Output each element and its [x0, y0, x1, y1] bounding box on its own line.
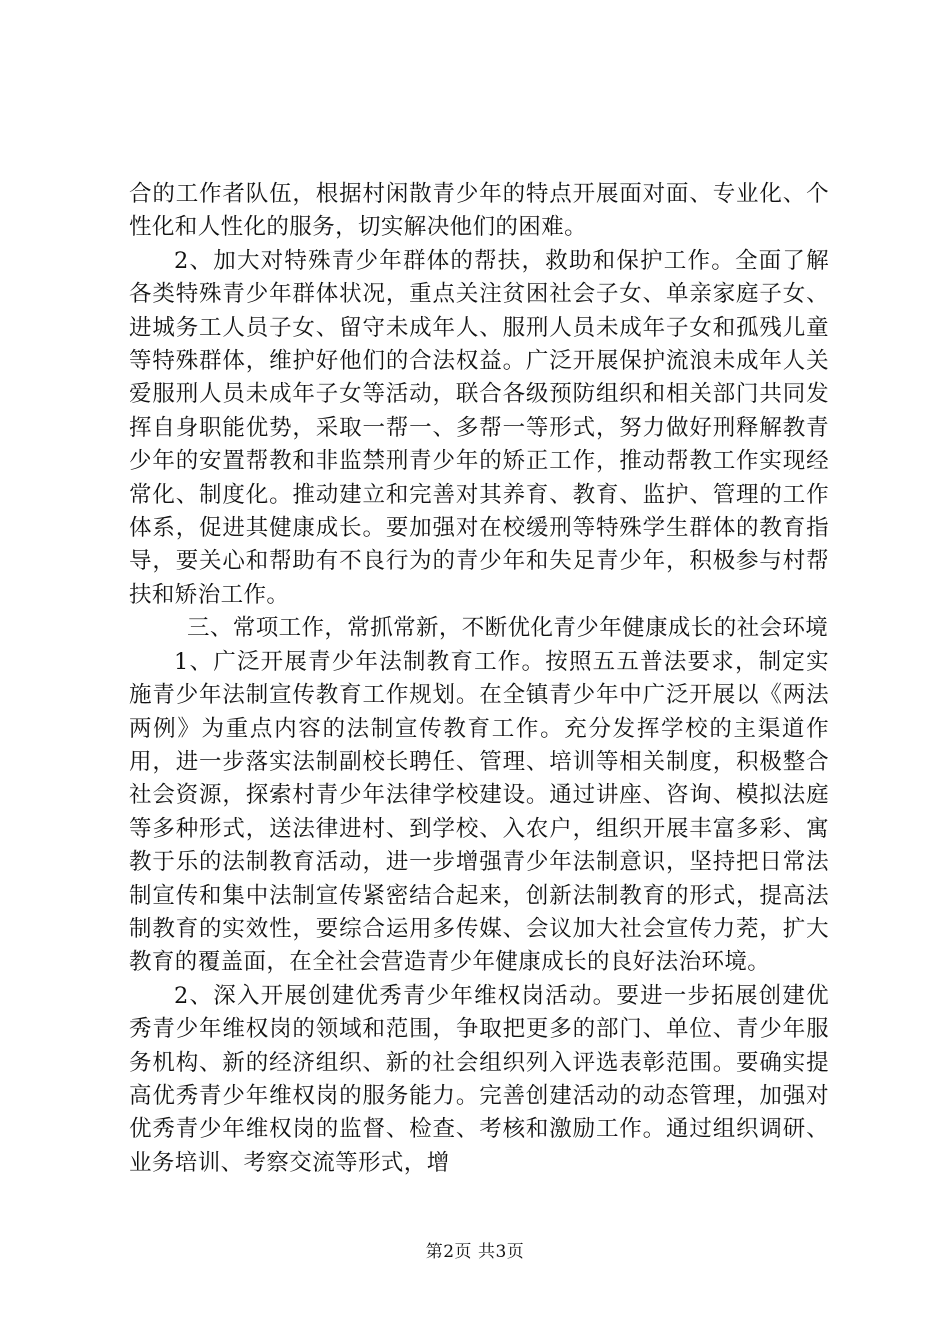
page-number-footer: 第2页 共3页	[425, 1242, 525, 1262]
paragraph-legal-education: 1、广泛开展青少年法制教育工作。按照五五普法要求，制定实施青少年法制宣传教育工作规划。在全镇青少年中广泛开展以《两法两例》为重点内容的法制宣传教育工作。充分发挥学校的主渠道作用，进一步落实法制副校长聘任、管理、培训等相关制度，积极整合社会资源，探索村青少年法律学校建设。通过讲座、咨询、模拟法庭等多种形式，送法律进村、到学校、入农户，组织开展丰富多彩、寓教于乐的法制教育活动，进一步增强青少年法制意识，坚持把日常法制宣传和集中法制宣传紧密结合起来，创新法制教育的形式，提高法制教育的实效性，要综合运用多传媒、会议加大社会宣传力茺，扩大教育的覆盖面，在全社会营造青少年健康成长的良好法治环境。	[129, 648, 829, 976]
paragraph-continuation: 合的工作者队伍，根据村闲散青少年的特点开展面对面、专业化、个性化和人性化的服务，切实解决他们的困难。	[129, 181, 829, 241]
section-heading-three: 三、常项工作，常抓常新，不断优化青少年健康成长的社会环境	[187, 615, 829, 642]
paragraph-special-youth-support: 2、加大对特殊青少年群体的帮扶，救助和保护工作。全面了解各类特殊青少年群体状况，重点关注贫困社会子女、单亲家庭子女、进城务工人员子女、留守未成年人、服刑人员未成年子女和孤残儿童等特殊群体，维护好他们的合法权益。广泛开展保护流浪未成年人关爱服刑人员未成年子女等活动，联合各级预防组织和相关部门共同发挥自身职能优势，采取一帮一、多帮一等形式，努力做好刑释解教青少年的安置帮教和非监禁刑青少年的矫正工作，推动帮教工作实现经常化、制度化。推动建立和完善对其养育、教育、监护、管理的工作体系，促进其健康成长。要加强对在校缓刑等特殊学生群体的教育指导，要关心和帮助有不良行为的青少年和失足青少年，积极参与村帮扶和矫治工作。	[129, 247, 829, 608]
paragraph-rights-protection-post: 2、深入开展创建优秀青少年维权岗活动。要进一步拓展创建优秀青少年维权岗的领域和范围，争取把更多的部门、单位、青少年服务机构、新的经济组织、新的社会组织列入评选表彰范围。要确实提高优秀青少年维权岗的服务能力。完善创建活动的动态管理，加强对优秀青少年维权岗的监督、检查、考核和激励工作。通过组织调研、业务培训、考察交流等形式，增	[129, 982, 829, 1176]
document-body	[129, 178, 829, 1180]
